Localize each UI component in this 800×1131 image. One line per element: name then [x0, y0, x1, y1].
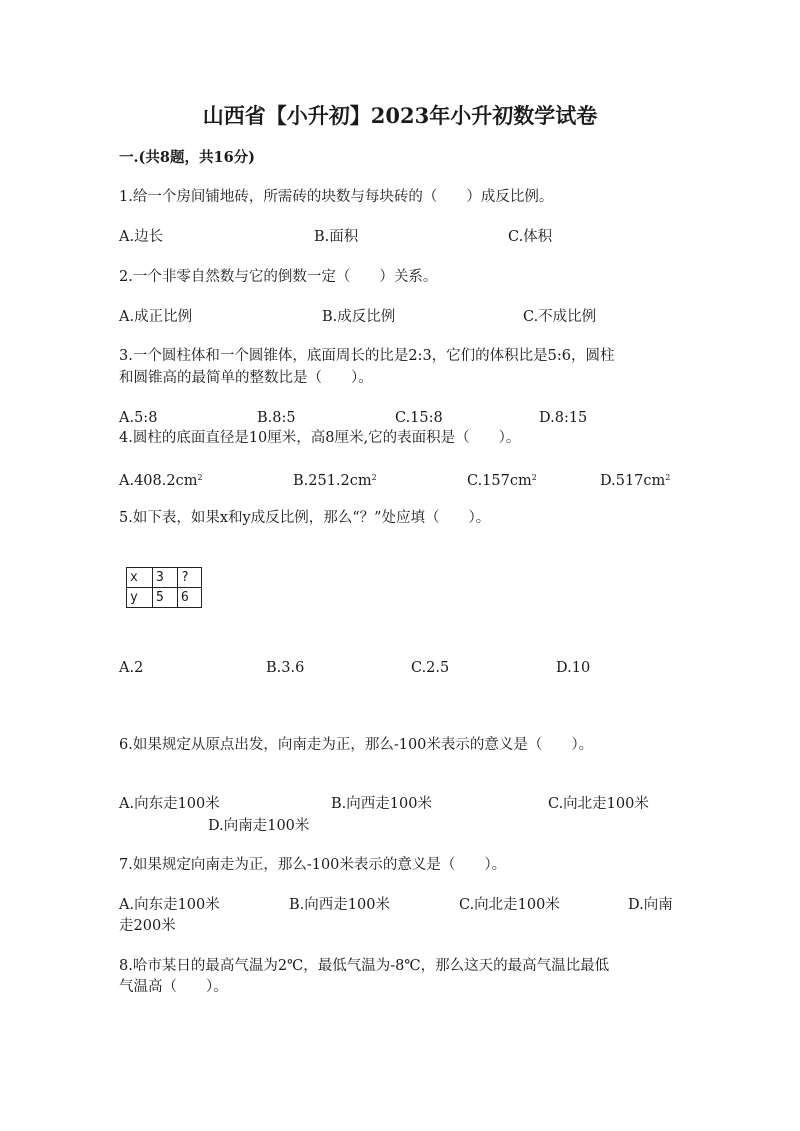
question-6-option-d: D.向南走100米	[208, 818, 310, 834]
question-4-option-b: $B.251.2cm^2$	[293, 473, 377, 489]
question-4-option-a: $A.408.2cm^2$	[119, 473, 203, 489]
question-3-option-c: C.15:8	[395, 410, 443, 426]
question-4-stem: 4.圆柱的底面直径是10厘米，高8厘米,它的表面积是（ ）。	[119, 430, 521, 446]
question-5-option-a: A.2	[119, 660, 144, 676]
question-4-option-d: $D.517cm^2$	[600, 473, 671, 489]
question-3-option-d: D.8:15	[539, 410, 588, 426]
question-1-option-b: B.面积	[314, 229, 359, 245]
section-heading: 一.(共8题，共16分)	[119, 149, 256, 166]
question-1-option-c: C.体积	[508, 229, 553, 245]
question-5-option-b: B.3.6	[266, 660, 305, 676]
table-cell: x	[127, 568, 153, 588]
question-6-option-b: B.向西走100米	[331, 796, 432, 812]
question-7-option-a: A.向东走100米	[119, 897, 220, 913]
table-cell: ?	[178, 568, 202, 588]
table-row	[127, 568, 202, 588]
question-5-option-d: D.10	[556, 660, 591, 676]
question-3-stem-line-2: 和圆锥高的最简单的整数比是（ ）。	[119, 370, 373, 386]
question-1-stem: 1.给一个房间铺地砖，所需砖的块数与每块砖的（ ）成反比例。	[119, 189, 554, 205]
table-cell: 3	[153, 568, 178, 588]
question-3-option-a: A.5:8	[119, 410, 158, 426]
proportion-table	[126, 567, 202, 608]
table-row	[127, 588, 202, 608]
table-cell: y	[127, 588, 153, 608]
question-7-stem: 7.如果规定向南走为正，那么-100米表示的意义是（ ）。	[119, 857, 507, 873]
question-2-option-b: B.成反比例	[322, 309, 396, 325]
question-2-option-a: A.成正比例	[119, 309, 193, 325]
question-7-option-b: B.向西走100米	[289, 897, 390, 913]
question-1-option-a: A.边长	[119, 229, 164, 245]
question-2-stem: 2.一个非零自然数与它的倒数一定（ ）关系。	[119, 269, 438, 285]
table-cell: 5	[153, 588, 178, 608]
table-cell: 6	[178, 588, 202, 608]
question-5-stem: 5.如下表，如果x和y成反比例，那么“？”处应填（ ）。	[119, 510, 491, 526]
question-3-option-b: B.8:5	[257, 410, 296, 426]
question-6-option-c: C.向北走100米	[548, 796, 649, 812]
question-6-stem: 6.如果规定从原点出发，向南走为正，那么-100米表示的意义是（ ）。	[119, 737, 594, 753]
question-2-option-c: C.不成比例	[523, 309, 597, 325]
exam-title: 山西省【小升初】2023年小升初数学试卷	[202, 103, 598, 128]
question-7-option-d-continued: 走200米	[119, 918, 176, 934]
question-5-option-c: C.2.5	[411, 660, 450, 676]
question-8-stem-line-1: 8.哈市某日的最高气温为2℃，最低气温为-8℃，那么这天的最高气温比最低	[119, 958, 610, 974]
question-6-option-a: A.向东走100米	[119, 796, 220, 812]
question-7-option-d: D.向南	[628, 897, 673, 913]
question-7-option-c: C.向北走100米	[459, 897, 560, 913]
question-3-stem-line-1: 3.一个圆柱体和一个圆锥体，底面周长的比是2:3，它们的体积比是5:6，圆柱	[119, 348, 615, 364]
question-8-stem-line-2: 气温高（ ）。	[119, 979, 228, 995]
question-4-option-c: $C.157cm^2$	[467, 473, 537, 489]
